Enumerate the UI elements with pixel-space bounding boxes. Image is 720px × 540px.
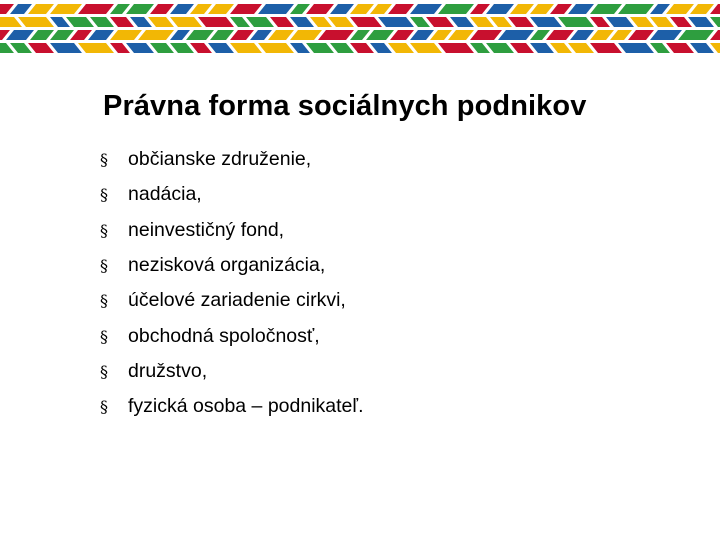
banner-tile [78, 4, 114, 14]
banner-tile [30, 30, 54, 40]
bullet-marker: § [100, 256, 108, 276]
banner-tile [6, 30, 34, 40]
banner-tile [88, 30, 114, 40]
banner-tile [290, 17, 314, 27]
banner-tile [558, 17, 594, 27]
bullet-marker: § [100, 220, 108, 240]
banner-tile [650, 17, 674, 27]
list-item-text: nezisková organizácia, [128, 254, 326, 277]
banner-tile [0, 17, 22, 27]
list-item-text: fyzická osoba – podnikateľ. [128, 395, 364, 418]
banner-tile [568, 43, 594, 53]
banner-tile [126, 4, 154, 14]
banner-tile [590, 4, 622, 14]
bullet-marker: § [100, 326, 108, 346]
banner-tile [10, 43, 32, 53]
banner-tile [470, 43, 490, 53]
banner-tile [530, 4, 554, 14]
banner-tile [130, 17, 152, 27]
list-item [100, 354, 364, 389]
banner-tile [590, 43, 622, 53]
banner-tile [170, 4, 194, 14]
slide-title: Právna forma sociálnych podnikov [103, 90, 587, 122]
list-item-text: občianske združenie, [128, 148, 312, 171]
banner-tile [650, 30, 682, 40]
banner-tile [438, 4, 474, 14]
banner-tile [366, 30, 394, 40]
list-item [100, 177, 364, 212]
list-item-text: účelové zariadenie cirkvi, [128, 289, 346, 312]
banner-tile [290, 43, 310, 53]
banner-tile [650, 43, 670, 53]
list-item [100, 213, 364, 248]
banner-tile [448, 30, 474, 40]
banner-tile [148, 17, 174, 27]
banner-tile [590, 17, 610, 27]
banner-tile [388, 43, 414, 53]
list-item [100, 248, 364, 283]
banner-tile [50, 17, 70, 27]
banner-tile [490, 17, 512, 27]
banner-tile [486, 43, 514, 53]
banner-tile [430, 30, 452, 40]
banner-tile [150, 4, 174, 14]
banner-tile [606, 17, 634, 27]
list-item-text: družstvo, [128, 359, 208, 382]
banner-tile [410, 17, 430, 27]
banner-tile [690, 4, 714, 14]
banner-tile [230, 43, 262, 53]
list-item-text: neinvestičný fond, [128, 218, 285, 241]
banner-tile [50, 30, 74, 40]
banner-tile [410, 30, 434, 40]
banner-tile [50, 43, 82, 53]
banner-tile [70, 30, 92, 40]
bullet-marker: § [100, 150, 108, 170]
banner-tile [610, 30, 632, 40]
banner-tile [410, 43, 442, 53]
bullet-marker: § [100, 397, 108, 417]
banner-tile [208, 4, 234, 14]
banner-tile [438, 43, 474, 53]
banner-tile [90, 17, 114, 27]
list-item [100, 389, 364, 424]
banner-tile [186, 30, 214, 40]
list-item [100, 142, 364, 177]
banner-tile [510, 43, 534, 53]
list-item [100, 318, 364, 353]
banner-tile [310, 17, 332, 27]
banner-tile [550, 4, 572, 14]
banner-tile [450, 17, 474, 27]
banner-tile [470, 30, 502, 40]
banner-tile [230, 30, 254, 40]
woven-pattern-graphic [0, 0, 720, 62]
banner-tile [550, 43, 572, 53]
banner-tile [410, 4, 442, 14]
banner-tile [370, 43, 392, 53]
banner-tile [568, 4, 594, 14]
list-item [100, 283, 364, 318]
banner-tile [350, 43, 374, 53]
banner-tile [318, 30, 354, 40]
banner-tile [470, 4, 490, 14]
banner-tile [678, 30, 714, 40]
banner-tile [650, 4, 670, 14]
banner-tile [530, 17, 562, 27]
banner-tile [618, 43, 654, 53]
banner-tile [388, 4, 414, 14]
banner-tile [350, 4, 374, 14]
banner-tile [306, 43, 334, 53]
banner-tile [530, 30, 550, 40]
banner-tile [28, 4, 54, 14]
banner-tile [350, 30, 370, 40]
banner-tile [66, 17, 94, 27]
bullet-marker: § [100, 185, 108, 205]
banner-tile [258, 43, 294, 53]
banner-tile [546, 30, 574, 40]
banner-tile [110, 43, 130, 53]
banner-tile [290, 30, 322, 40]
banner-tile [510, 4, 534, 14]
banner-tile [78, 43, 114, 53]
banner-tile [246, 17, 274, 27]
banner-tile [508, 17, 534, 27]
banner-tile [208, 43, 234, 53]
banner-tile [370, 4, 392, 14]
banner-tile [198, 17, 234, 27]
list-item-text: obchodná spoločnosť, [128, 324, 320, 347]
banner-tile [170, 17, 202, 27]
banner-tile [688, 17, 714, 27]
banner-tile [190, 4, 212, 14]
banner-tile [498, 30, 534, 40]
decorative-banner [0, 0, 720, 62]
bullet-marker: § [100, 291, 108, 311]
banner-tile [170, 43, 194, 53]
banner-tile [150, 43, 174, 53]
banner-tile [630, 17, 654, 27]
list-item-text: nadácia, [128, 183, 202, 206]
bullet-marker: § [100, 361, 108, 381]
banner-tile [138, 30, 174, 40]
banner-tile [330, 4, 354, 14]
bullet-list [100, 142, 364, 424]
banner-tile [670, 17, 692, 27]
banner-tile [190, 43, 212, 53]
banner-tile [268, 30, 294, 40]
banner-tile [328, 17, 354, 27]
banner-tile [330, 43, 354, 53]
banner-tile [270, 17, 294, 27]
banner-tile [530, 43, 554, 53]
banner-tile [350, 17, 382, 27]
banner-tile [110, 4, 130, 14]
banner-tile [666, 43, 694, 53]
banner-tile [306, 4, 334, 14]
banner-tile [28, 43, 54, 53]
banner-tile [110, 17, 134, 27]
banner-tile [170, 30, 190, 40]
banner-tile [590, 30, 614, 40]
banner-tile [50, 4, 82, 14]
banner-tile [230, 17, 250, 27]
banner-tile [390, 30, 414, 40]
banner-tile [628, 30, 654, 40]
banner-tile [486, 4, 514, 14]
banner-tile [690, 43, 714, 53]
banner-tile [10, 4, 32, 14]
banner-tile [426, 17, 454, 27]
banner-tile [570, 30, 594, 40]
banner-tile [666, 4, 694, 14]
banner-tile [230, 4, 262, 14]
banner-tile [126, 43, 154, 53]
banner-tile [250, 30, 272, 40]
banner-tile [618, 4, 654, 14]
banner-tile [470, 17, 494, 27]
banner-tile [210, 30, 234, 40]
banner-tile [18, 17, 54, 27]
banner-tile [290, 4, 310, 14]
banner-tile [110, 30, 142, 40]
banner-tile [378, 17, 414, 27]
banner-tile [258, 4, 294, 14]
